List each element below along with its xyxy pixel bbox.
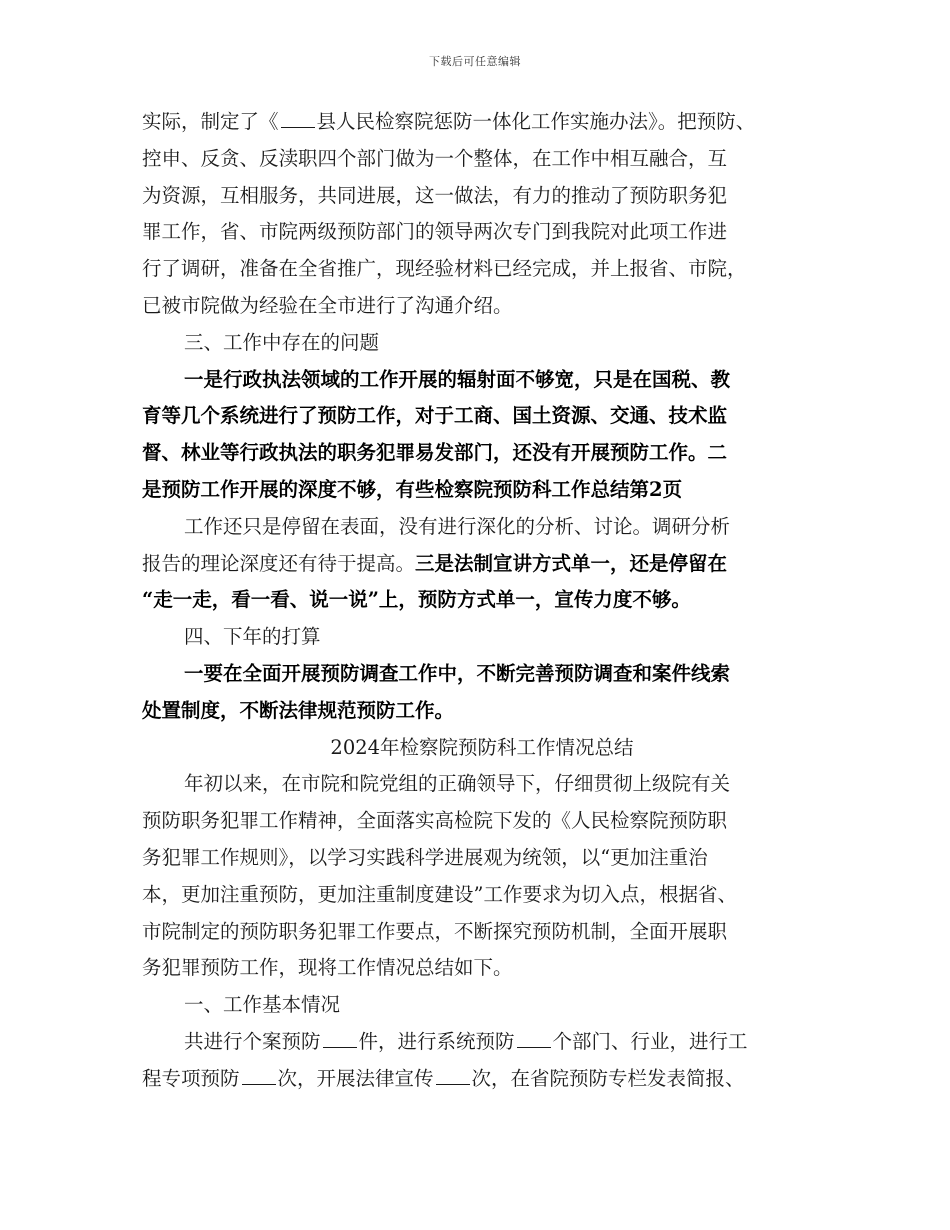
text-line — [142, 877, 822, 914]
text-line — [142, 803, 822, 840]
text-line — [142, 766, 822, 803]
text-segment: 预防职务犯罪工作精神，全面落实高检院下发的《人民检察院预防职 — [142, 809, 728, 833]
text-line — [142, 509, 822, 546]
text-line — [142, 1061, 822, 1098]
text-line — [142, 251, 822, 288]
text-segment: 务犯罪工作规则》，以学习实践科学进展观为统领，以“更加注重治 — [142, 845, 708, 869]
bold-text: 三是法制宣讲方式单一，还是停留在 — [415, 551, 728, 575]
bold-text: 督、林业等行政执法的职务犯罪易发部门，还没有开展预防工作。二 — [142, 441, 728, 465]
text-segment: 县人民检察院惩防一体化工作实施办法》。把预防、 — [316, 110, 756, 133]
text-line — [142, 472, 822, 509]
text-segment: 控申、反贪、反渎职四个部门做为一个整体，在工作中相互融合，互 — [142, 146, 728, 170]
text-line — [142, 546, 822, 583]
text-line — [142, 141, 822, 178]
text-line — [142, 178, 822, 215]
bold-text: “走一走，看一看、说一说”上，预防方式单一，宣传力度不够。 — [142, 588, 691, 612]
text-segment: 本，更加注重预防，更加注重制度建设”工作要求为切入点，根据省、 — [142, 882, 737, 906]
text-line — [142, 288, 822, 325]
fill-in-blank — [436, 1066, 470, 1085]
text-segment: 务犯罪预防工作，现将工作情况总结如下。 — [142, 956, 513, 980]
text-line — [142, 656, 822, 693]
text-segment: 2024年检察院预防科工作情况总结 — [330, 735, 634, 759]
text-line — [142, 362, 822, 399]
text-segment: 实际，制定了《 — [142, 110, 279, 133]
text-segment: 工作还只是停留在表面，没有进行深化的分析、讨论。调研分析 — [184, 514, 731, 538]
text-line — [142, 582, 822, 619]
text-segment: 已被市院做为经验在全市进行了沟通介绍。 — [142, 293, 513, 317]
text-line — [142, 214, 822, 251]
text-line — [142, 435, 822, 472]
text-line — [142, 950, 822, 987]
text-segment: 市院制定的预防职务犯罪工作要点，不断探究预防机制，全面开展职 — [142, 919, 728, 943]
fill-in-blank — [323, 1029, 357, 1048]
text-line — [142, 398, 822, 435]
text-line — [142, 104, 822, 141]
bold-text: 是预防工作开展的深度不够，有些检察院预防科工作总结第2页 — [142, 477, 683, 501]
page-header: 下载后可任意编辑 — [429, 55, 521, 68]
text-line — [142, 840, 822, 877]
bold-text: 育等几个系统进行了预防工作，对于工商、国土资源、交通、技术监 — [142, 404, 728, 428]
bold-text: 处置制度，不断法律规范预防工作。 — [142, 698, 455, 722]
text-segment: 程专项预防 — [142, 1066, 240, 1090]
bold-text: 一要在全面开展预防调查工作中，不断完善预防调查和案件线索 — [184, 661, 731, 685]
text-line — [142, 914, 822, 951]
bold-text: 一是行政执法领域的工作开展的辐射面不够宽，只是在国税、教 — [184, 367, 731, 391]
fill-in-blank — [281, 109, 315, 128]
text-line — [142, 693, 822, 730]
text-line — [142, 987, 822, 1024]
fill-in-blank — [242, 1066, 276, 1085]
text-segment: 年初以来，在市院和院党组的正确领导下，仔细贯彻上级院有关 — [184, 772, 731, 796]
text-segment: 罪工作，省、市院两级预防部门的领导两次专门到我院对此项工作进 — [142, 220, 728, 244]
text-line — [142, 619, 822, 656]
text-segment: 次，在省院预防专栏发表简报、 — [471, 1066, 745, 1090]
document-body — [142, 104, 822, 1098]
text-segment: 次，开展法律宣传 — [277, 1066, 434, 1090]
section-title — [142, 730, 822, 767]
text-segment: 三、工作中存在的问题 — [184, 330, 380, 354]
text-line — [142, 325, 822, 362]
text-segment: 个部门、行业，进行工 — [552, 1029, 748, 1053]
text-segment: 报告的理论深度还有待于提高。 — [142, 551, 416, 575]
text-segment: 一、工作基本情况 — [184, 993, 341, 1017]
text-segment: 为资源，互相服务，共同进展，这一做法，有力的推动了预防职务犯 — [142, 183, 728, 207]
text-segment: 四、下年的打算 — [184, 625, 321, 649]
text-line — [142, 1024, 822, 1061]
text-segment: 共进行个案预防 — [184, 1029, 321, 1053]
text-segment: 行了调研，准备在全省推广，现经验材料已经完成，并上报省、市院， — [142, 257, 747, 281]
fill-in-blank — [517, 1029, 551, 1048]
text-segment: 件，进行系统预防 — [358, 1029, 515, 1053]
